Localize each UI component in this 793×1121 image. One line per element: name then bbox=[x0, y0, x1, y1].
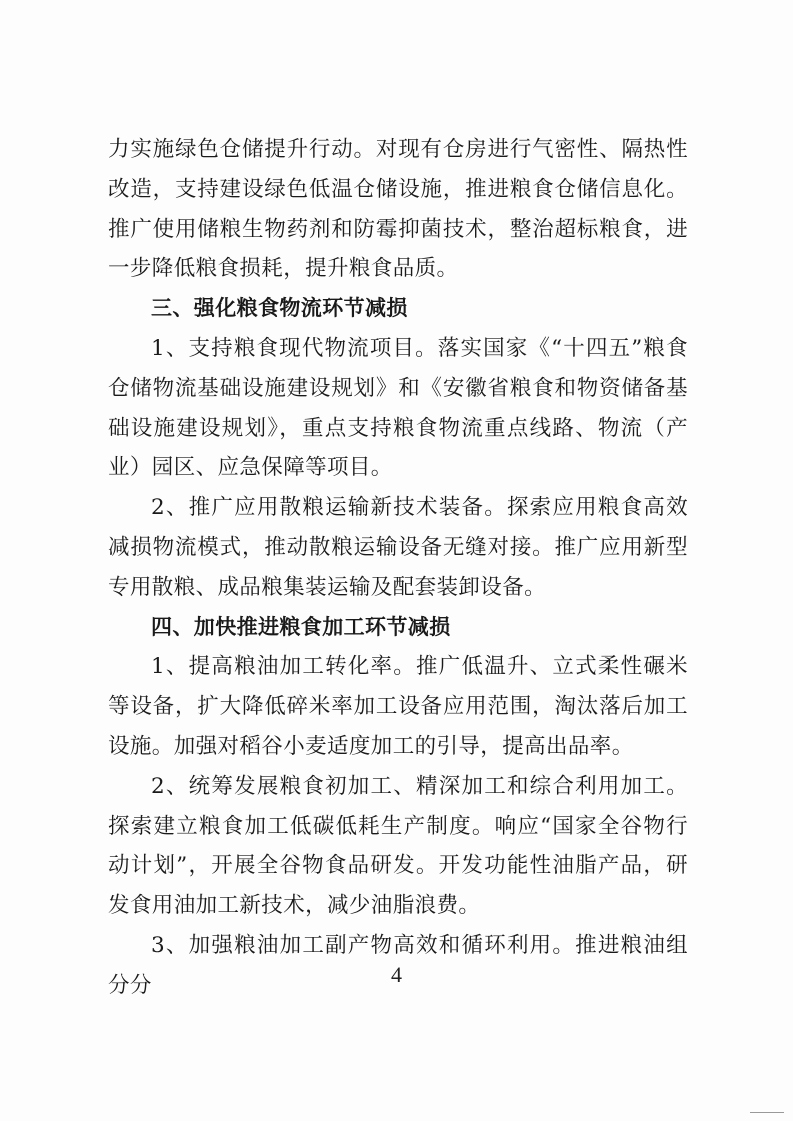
document-body bbox=[108, 130, 688, 1006]
paragraph-logistics-1: 1、支持粮食现代物流项目。落实国家《“十四五”粮食仓储物流基础设施建设规划》和《安徽省粮食和物资储备基础设施建设规划》，重点支持粮食物流重点线路、物流（产业）园区、应急保障等项目。 bbox=[108, 335, 688, 481]
paragraph-processing-1: 1、提高粮油加工转化率。推广低温升、立式柔性碾米等设备，扩大降低碎米率加工设备应用范围，淘汰落后加工设施。加强对稻谷小麦适度加工的引导，提高出品率。 bbox=[108, 654, 688, 759]
paragraph-warehouse-continued: 力实施绿色仓储提升行动。对现有仓房进行气密性、隔热性改造，支持建设绿色低温仓储设施，推进粮食仓储信息化。推广使用储粮生物药剂和防霉抑菌技术，整治超标粮食，进一步降低粮食损耗，提升粮食品质。 bbox=[108, 137, 688, 282]
page-number: 4 bbox=[391, 962, 402, 987]
section-heading-processing: 四、加快推进粮食加工环节减损 bbox=[151, 614, 451, 639]
scan-edge-mark bbox=[750, 1112, 784, 1113]
paragraph-processing-2: 2、统筹发展粮食初加工、精深加工和综合利用加工。探索建立粮食加工低碳低耗生产制度。响应“国家全谷物行动计划”，开展全谷物食品研发。开发功能性油脂产品，研发食用油加工新技术，减少油脂浪费。 bbox=[108, 773, 688, 919]
paragraph-processing-3: 3、加强粮油加工副产物高效和循环利用。推进粮油组分分 bbox=[108, 932, 688, 998]
paragraph-logistics-2: 2、推广应用散粮运输新技术装备。探索应用粮食高效减损物流模式，推动散粮运输设备无缝对接。推广应用新型专用散粮、成品粮集装运输及配套装卸设备。 bbox=[108, 495, 688, 600]
section-heading-logistics: 三、强化粮食物流环节减损 bbox=[151, 296, 408, 321]
